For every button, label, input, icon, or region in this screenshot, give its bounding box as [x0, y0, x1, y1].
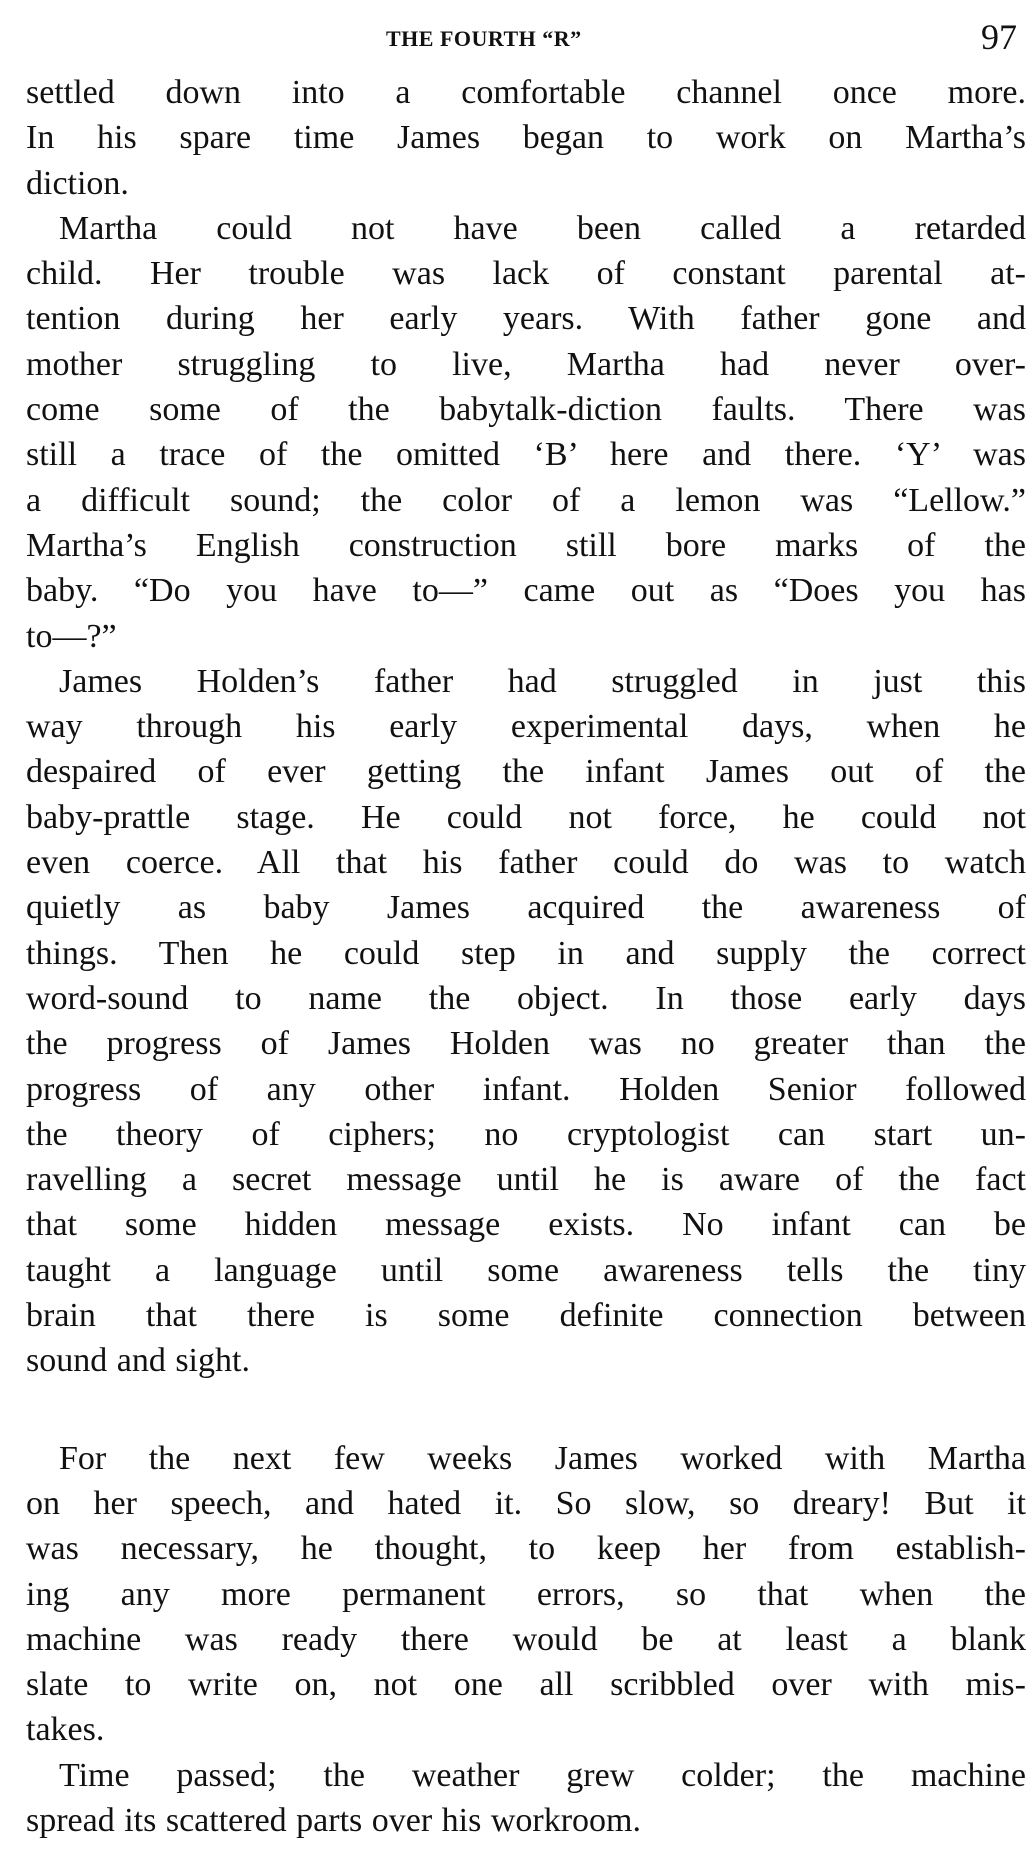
- text-line: progress of any other infant. Holden Senior followed: [26, 1070, 1026, 1108]
- body-text: [26, 70, 1026, 1843]
- text-line: quietly as baby James acquired the awareness of: [26, 889, 1026, 927]
- text-line: the progress of James Holden was no greater than the: [26, 1025, 1026, 1063]
- text-line: For the next few weeks James worked with Martha: [59, 1439, 1026, 1477]
- paragraph: [26, 1436, 1026, 1753]
- text-line: baby-prattle stage. He could not force, he could not: [26, 798, 1026, 836]
- text-line: that some hidden message exists. No infant can be: [26, 1206, 1026, 1244]
- text-line: come some of the babytalk-diction faults. There was: [26, 391, 1026, 429]
- text-line: spread its scattered parts over his workroom.: [26, 1801, 641, 1839]
- text-line: diction.: [26, 164, 129, 202]
- book-page: [26, 14, 1026, 1843]
- paragraph: [26, 206, 1026, 659]
- text-line: takes.: [26, 1711, 105, 1749]
- text-line: word-sound to name the object. In those early days: [26, 979, 1026, 1017]
- text-line: still a trace of the omitted ‘B’ here and there. ‘Y’ was: [26, 436, 1026, 474]
- text-line: to—?”: [26, 617, 117, 655]
- text-line: James Holden’s father had struggled in just this: [59, 662, 1026, 700]
- section-break: [26, 1384, 1026, 1436]
- paragraph: [26, 70, 1026, 206]
- text-line: way through his early experimental days, when he: [26, 708, 1026, 746]
- text-line: the theory of ciphers; no cryptologist can start un-: [26, 1115, 1026, 1153]
- text-line: taught a language until some awareness tells the tiny: [26, 1251, 1026, 1289]
- text-line: In his spare time James began to work on Martha’s: [26, 119, 1026, 157]
- text-line: despaired of ever getting the infant James out of the: [26, 753, 1026, 791]
- text-line: baby. “Do you have to—” came out as “Does you has: [26, 572, 1026, 610]
- text-line: Time passed; the weather grew colder; the machine: [59, 1756, 1026, 1794]
- text-line: machine was ready there would be at least a blank: [26, 1620, 1026, 1658]
- text-line: ravelling a secret message until he is aware of the fact: [26, 1161, 1026, 1199]
- text-line: on her speech, and hated it. So slow, so dreary! But it: [26, 1484, 1026, 1522]
- page-number: 97: [981, 17, 1017, 57]
- text-line: child. Her trouble was lack of constant parental at-: [26, 255, 1026, 293]
- paragraph: [26, 1753, 1026, 1844]
- text-line: Martha could not have been called a retarded: [59, 209, 1026, 247]
- text-line: ing any more permanent errors, so that when the: [26, 1575, 1026, 1613]
- text-line: mother struggling to live, Martha had never over-: [26, 345, 1026, 383]
- text-line: even coerce. All that his father could do was to watch: [26, 844, 1026, 882]
- text-line: things. Then he could step in and supply the correct: [26, 934, 1026, 972]
- text-line: brain that there is some definite connection between: [26, 1297, 1026, 1335]
- running-head-title: THE FOURTH “R”: [386, 26, 582, 51]
- text-line: settled down into a comfortable channel once more.: [26, 74, 1026, 111]
- text-line: tention during her early years. With father gone and: [26, 300, 1026, 338]
- text-line: slate to write on, not one all scribbled over with mis-: [26, 1666, 1026, 1704]
- paragraph: [26, 659, 1026, 1384]
- running-head: [26, 14, 1026, 70]
- text-line: sound and sight.: [26, 1342, 250, 1380]
- text-line: a difficult sound; the color of a lemon was “Lellow.”: [26, 481, 1026, 519]
- text-line: was necessary, he thought, to keep her from establish-: [26, 1530, 1026, 1568]
- text-line: Martha’s English construction still bore marks of the: [26, 526, 1026, 564]
